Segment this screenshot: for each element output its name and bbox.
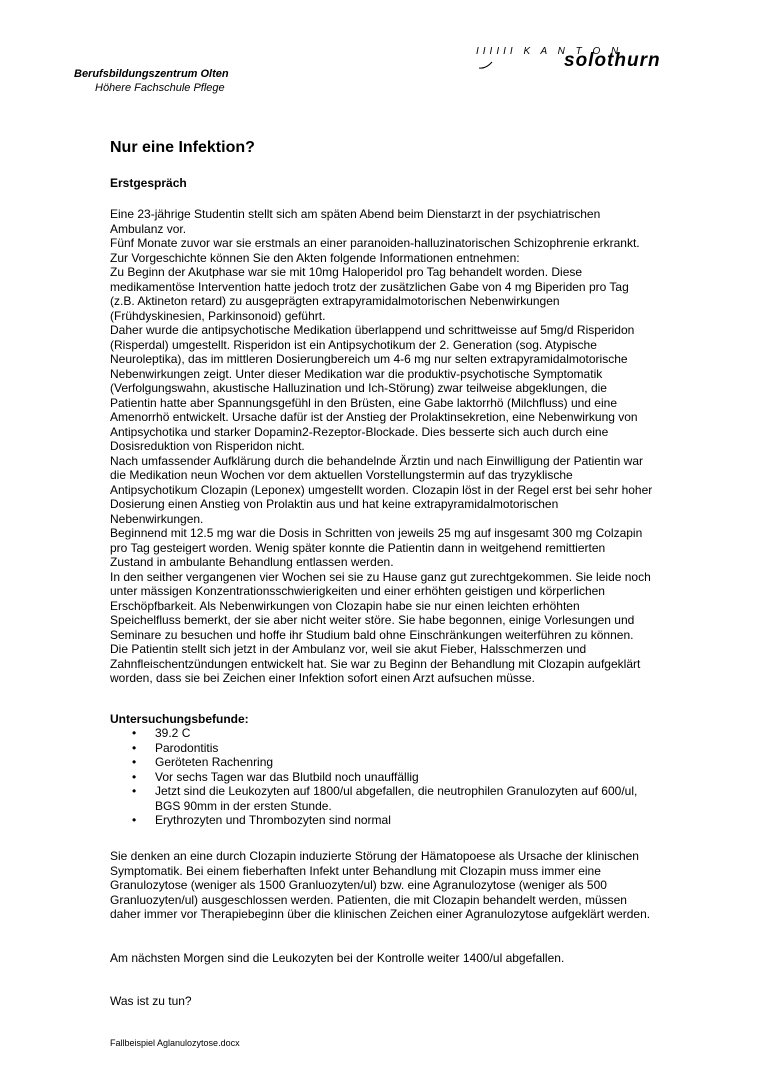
institution-name: Berufsbildungszentrum Olten <box>74 68 229 80</box>
text-line: Erschöpfbarkeit. Als Nebenwirkungen von Clozapin habe sie nur einen leichten erhöhten <box>110 598 580 613</box>
bullet-icon: • <box>132 740 137 755</box>
logo-swoosh-icon <box>478 60 494 70</box>
text-line: Zur Vorgeschichte können Sie den Akten folgende Informationen entnehmen: <box>110 250 520 265</box>
assessment-paragraph <box>110 849 700 922</box>
text-line: (Risperdal) umgestellt. Risperidon ist ein Antipsychotikum der 2. Generation (sog. Atypische <box>110 337 597 352</box>
text-line: Sie denken an eine durch Clozapin induzierte Störung der Hämatopoese als Ursache der klinischen <box>110 849 639 863</box>
section-title: Erstgespräch <box>110 176 187 190</box>
finding-text: Jetzt sind die Leukozyten auf 1800/ul abgefallen, die neutrophilen Granulozyten auf 600/ul, <box>155 784 638 798</box>
findings-list <box>110 726 690 828</box>
text-line: Patientin hatte aber Spannungsgefühl in den Brüsten, eine Gabe laktorrhö (Milchfluss) und eine <box>110 395 617 410</box>
text-line: unter mässigen Konzentrationsschwierigkeiten und einer erhöhten geistigen und körperlichen <box>110 584 605 598</box>
text-line: Nach umfassender Aufklärung durch die behandelnde Ärztin und nach Einwilligung der Patientin war <box>110 453 643 468</box>
question-text: Was ist zu tun? <box>110 994 192 1008</box>
text-line: Daher wurde die antipsychotische Medikation überlappend und schrittweisse auf 5mg/d Risperidon <box>110 323 635 337</box>
case-description <box>110 207 690 686</box>
finding-text: 39.2 C <box>155 726 191 740</box>
bullet-icon: • <box>132 813 137 827</box>
finding-text: BGS 90mm in der ersten Stunde. <box>155 798 332 813</box>
text-line: Dosisreduktion von Risperidon nicht. <box>110 439 305 453</box>
finding-item <box>110 755 690 770</box>
finding-text: Geröteten Rachenring <box>155 755 274 769</box>
bullet-icon: • <box>132 769 137 784</box>
bullet-icon: • <box>132 784 137 798</box>
text-line: Eine 23-jährige Studentin stellt sich am späten Abend beim Dienstarzt in der psychiatrischen <box>110 207 601 221</box>
document-title: Nur eine Infektion? <box>110 139 255 156</box>
text-line: die Medikation neun Wochen vor dem aktuellen Vorstellungstermin auf das tryzyklische <box>110 468 573 482</box>
text-line: Antipsychotika und starker Dopamin2-Rezeptor-Blockade. Dies besserte sich auch durch eine <box>110 424 609 439</box>
text-line: Granulozytose (weniger als 1500 Granluozyten/ul) bzw. eine Agranulozytose (weniger als 500 <box>110 878 607 892</box>
text-line: Symptomatik. Bei einem fieberhaften Infekt unter Behandlung mit Clozapin muss immer eine <box>110 863 601 878</box>
footer-filename: Fallbeispiel Aglanulozytose.docx <box>110 1038 240 1048</box>
bullet-icon: • <box>132 755 137 769</box>
kanton-solothurn-logo <box>476 46 706 76</box>
finding-text: Erythrozyten und Thrombozyten sind normal <box>155 813 391 827</box>
text-line: Amenorrhö entwickelt. Ursache dafür ist der Anstieg der Prolaktinsekretion, eine Nebenwirkung von <box>110 410 638 424</box>
text-line: Zu Beginn der Akutphase war sie mit 10mg Haloperidol pro Tag behandelt worden. Diese <box>110 265 583 279</box>
text-line: Neuroleptika), das im mittleren Dosierungbereich um 4-6 mg nur selten extrapyramidalmotorische <box>110 352 628 366</box>
text-line: Antipsychotikum Clozapin (Leponex) umgestellt worden. Clozapin löst in der Regel erst bei sehr hoher <box>110 482 653 497</box>
text-line: (Frühdyskinesien, Parkinsonoid) geführt. <box>110 308 326 323</box>
finding-item <box>110 770 690 785</box>
text-line: Die Patientin stellt sich jetzt in der Ambulanz vor, weil sie akut Fieber, Halsschmerzen und <box>110 642 587 656</box>
bullet-icon: • <box>132 726 137 740</box>
text-line: (z.B. Aktineton retard) zu ausgeprägten extrapyramidalmotorischen Nebenwirkungen <box>110 294 560 308</box>
text-line: Speichelfluss bemerkt, der sie aber nicht weiter störe. Sie habe begonnen, einige Vorlesungen und <box>110 613 635 627</box>
text-line: Ambulanz vor. <box>110 221 187 236</box>
text-line: daher immer vor Therapiebeginn über die klinischen Zeichen einer Agranulozytose aufgeklärt werden. <box>110 907 651 921</box>
findings-title: Untersuchungsbefunde: <box>110 712 249 726</box>
text-line: Zahnfleischentzündungen entwickelt hat. Sie war zu Beginn der Behandlung mit Clozapin aufgeklärt <box>110 656 641 671</box>
finding-item <box>110 784 690 813</box>
text-line: Nebenwirkungen zeigt. Unter dieser Medikation war die produktiv-psychotische Symptomatik <box>110 366 603 381</box>
department-name: Höhere Fachschule Pflege <box>95 82 225 94</box>
logo-kanton-text: IIIIII K A N T O N <box>476 46 623 57</box>
finding-text: Vor sechs Tagen war das Blutbild noch unauffällig <box>155 769 419 784</box>
text-line: Granluozyten/ul) ausgeschlossen werden. Patienten, die mit Clozapin behandelt werden, müssen <box>110 892 627 907</box>
text-line: worden, dass sie bei Zeichen einer Infektion sofort einen Arzt aufsuchen müsse. <box>110 671 535 685</box>
text-line: (Verfolgungswahn, akustische Halluzination und Ich-Störung) zwar teilweise abgeklungen, die <box>110 381 607 395</box>
logo-solothurn-text: solothurn <box>564 50 661 71</box>
text-line: pro Tag gesteigert worden. Wenig später konnte die Patientin dann in weitgehend remittierten <box>110 540 606 555</box>
finding-text: Parodontitis <box>155 740 219 755</box>
text-line: Beginnend mit 12.5 mg war die Dosis in Schritten von jeweils 25 mg auf insgesamt 300 mg Colzapin <box>110 526 643 540</box>
finding-item <box>110 726 690 741</box>
finding-item <box>110 813 690 828</box>
text-line: Zustand in ambulante Behandlung entlassen werden. <box>110 555 394 569</box>
text-line: Nebenwirkungen. <box>110 511 204 526</box>
text-line: In den seither vergangenen vier Wochen sei sie zu Hause ganz gut zurechtgekommen. Sie leide noch <box>110 569 651 584</box>
text-line: medikamentöse Intervention hatte jedoch trotz der zusätzlichen Gabe von 4 mg Biperiden pro Tag <box>110 279 629 294</box>
text-line: Dosierung einen Anstieg von Prolaktin aus und hat keine extrapyramidalmotorischen <box>110 497 559 511</box>
next-morning-text: Am nächsten Morgen sind die Leukozyten bei der Kontrolle weiter 1400/ul abgefallen. <box>110 951 565 965</box>
finding-item <box>110 741 690 756</box>
text-line: Fünf Monate zuvor war sie erstmals an einer paranoiden-halluzinatorischen Schizophrenie erkrankt. <box>110 236 640 250</box>
text-line: Seminare zu besuchen und hoffe ihr Studium bald ohne Einschränkungen weiterführen zu können. <box>110 627 634 642</box>
